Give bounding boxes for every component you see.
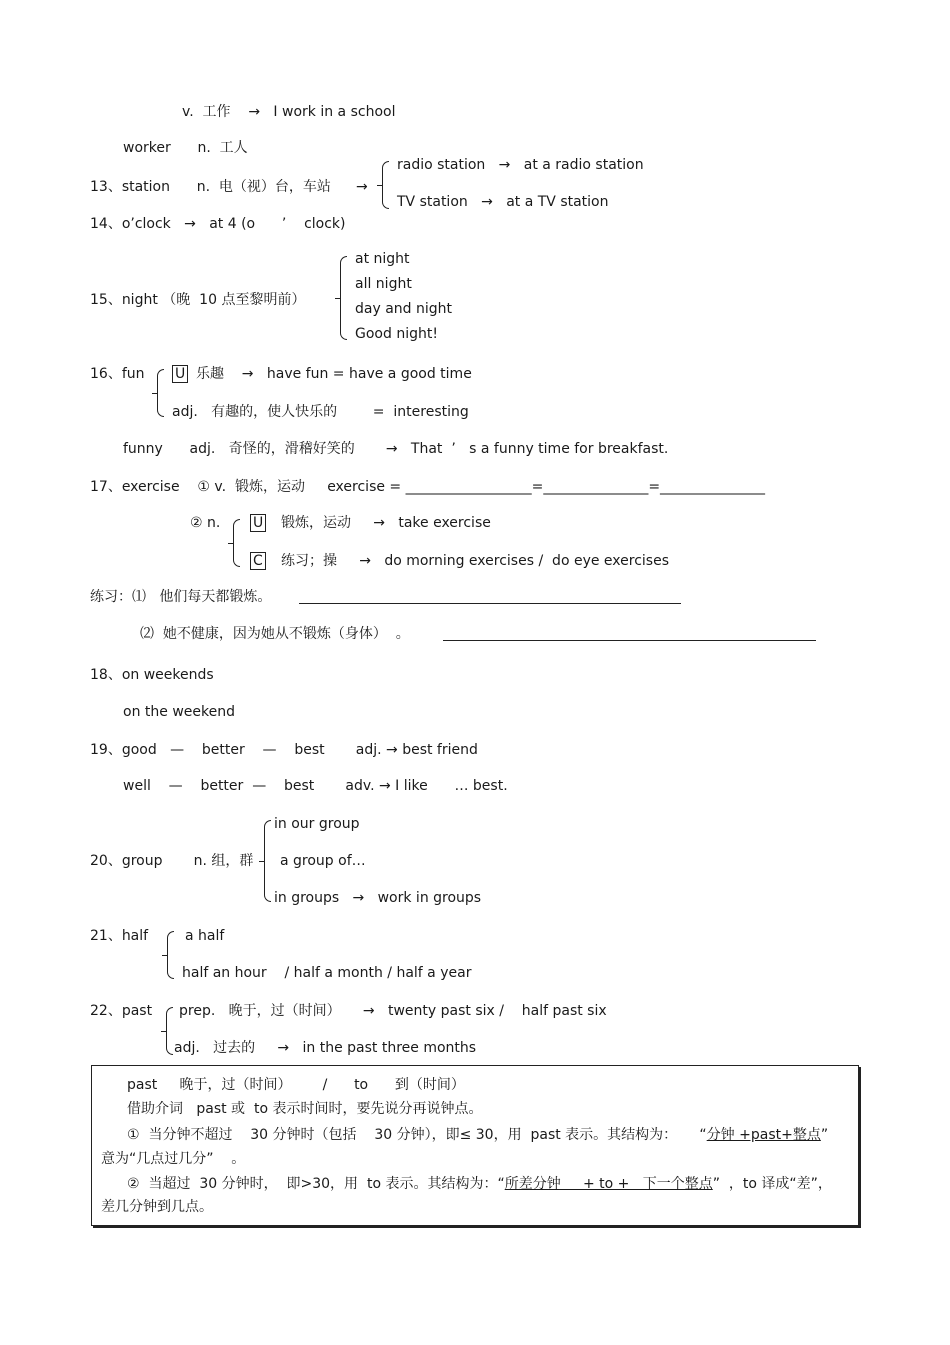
item-22-prep: prep. 晚于，过（时间） → twenty past six / half past six [179,1003,607,1019]
item-19-good: 19、good — better — best adj. → best friend [90,742,478,758]
item-13-radio: radio station → at a radio station [397,157,644,173]
item-17-noun: ② n. [190,515,221,531]
item-17-u-badge: U [250,514,266,532]
exercise-2: ⑵ 她不健康，因为她从不锻炼（身体） 。 [140,626,410,642]
brace-21 [167,931,174,979]
item-14-oclock: 14、o’clock → at 4 (o ’ clock) [90,216,346,232]
item-16-u-badge: U [172,365,188,383]
brace-20 [264,820,271,902]
line-worker: worker n. 工人 [123,140,248,156]
exercise-1: 练习：⑴ 他们每天都锻炼。 [90,589,272,605]
item-15-at-night: at night [355,251,410,267]
item-21-half-an-hour: half an hour / half a month / half a year [182,965,472,981]
item-13-station: 13、station n. 电（视）台，车站 [90,179,331,195]
item-18-a: 18、on weekends [90,667,214,683]
answer-line-1[interactable] [299,603,681,604]
brace-15 [340,256,347,340]
brace-22 [166,1007,173,1055]
item-17-countable: 练习；操 → do morning exercises / do eye exercises [281,553,669,569]
answer-line-2[interactable] [443,640,816,641]
item-15-all-night: all night [355,276,412,292]
note-line-1: past 晚于，过（时间） / to 到（时间） [127,1077,465,1093]
item-13-tv: TV station → at a TV station [397,194,609,210]
item-16-adj: adj. 有趣的，使人快乐的 = interesting [172,404,469,420]
brace-17 [233,519,240,567]
item-16-noun: 乐趣 → have fun = have a good time [196,366,472,382]
item-15-night: 15、night （晚 10 点至黎明前） [90,292,306,308]
line-work-verb: v. 工作 → I work in a school [182,104,396,120]
note-line-6: 差几分钟到几点。 [101,1199,213,1215]
item-20-group: 20、group n. 组，群 [90,853,254,869]
item-16-funny: funny adj. 奇怪的，滑稽好笑的 → That ’ s a funny time for breakfast. [123,441,669,457]
item-22-adj: adj. 过去的 → in the past three months [174,1040,477,1056]
item-21-a-half: a half [185,928,225,944]
brace-13 [382,161,389,209]
brace-16 [157,369,164,417]
note-line-4: 意为“几点过几分” 。 [101,1151,246,1167]
item-18-b: on the weekend [123,704,235,720]
arrow-13: → [356,179,368,195]
item-20-a-group-of: a group of… [280,853,366,869]
note-line-3: ① 当分钟不超过 30 分钟时（包括 30 分钟），即≤ 30，用 past 表示。其结构为： “分钟 +past+整点” [127,1127,829,1143]
item-21-half: 21、half [90,928,149,944]
item-22-past: 22、past [90,1003,153,1019]
item-15-day-night: day and night [355,301,453,317]
item-16-fun: 16、fun [90,366,145,382]
item-17-uncountable: 锻炼，运动 → take exercise [281,515,491,531]
item-15-good-night: Good night! [355,326,438,342]
item-20-in-groups: in groups → work in groups [274,890,482,906]
item-17-exercise: 17、exercise ① v. 锻炼，运动 exercise = __________________=_______________=_______________ [90,479,766,495]
item-17-c-badge: C [250,552,266,570]
note-line-2: 借助介词 past 或 to 表示时间时，要先说分再说钟点。 [127,1101,483,1117]
item-19-well: well — better — best adv. → I like … best. [123,778,508,794]
note-line-5: ② 当超过 30 分钟时， 即>30，用 to 表示。其结构为：“所差分钟 + to + 下一个整点” ，to 译成“差”， [127,1176,832,1192]
item-20-in-our-group: in our group [274,816,360,832]
